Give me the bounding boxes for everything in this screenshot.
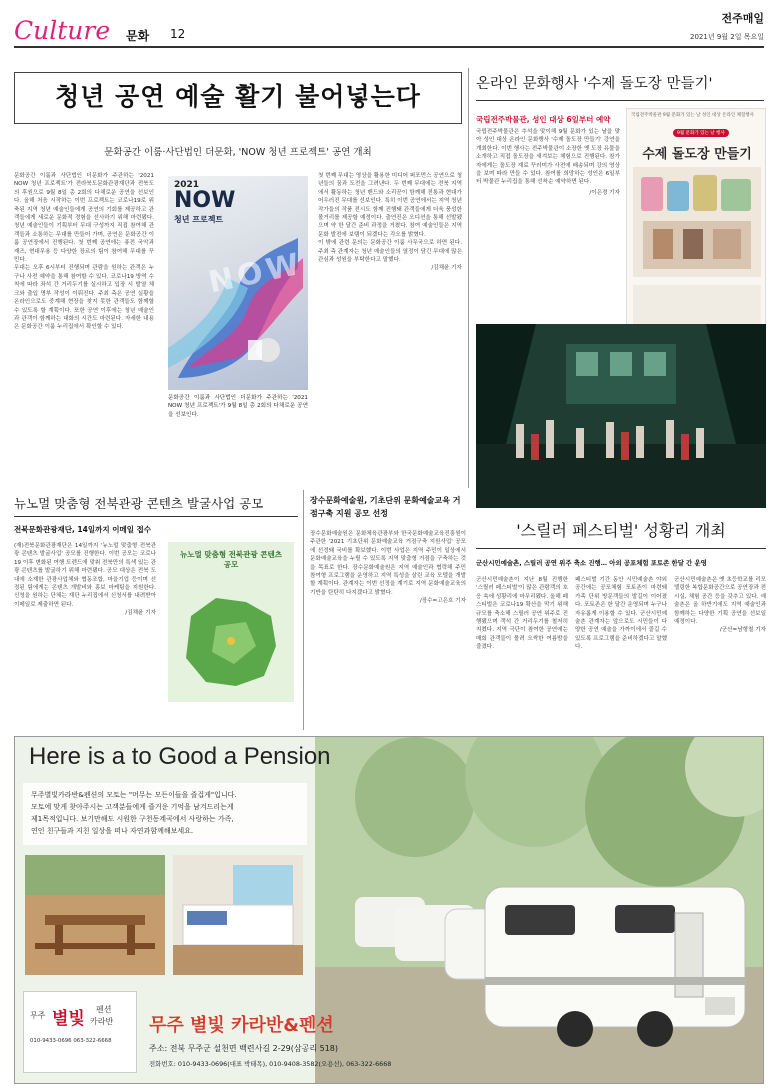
headline-underline (476, 100, 764, 101)
byline: /이은경 기자 (589, 189, 620, 196)
byline: /군산=남형철 기자 (719, 627, 766, 634)
vertical-rule-1 (468, 68, 469, 488)
logo-sub2: 카라반 (90, 1017, 114, 1026)
subhead: 군산시민예술촌, 스릴러 공연 위주 축소 진행… 아외 공포체험 포토존 한달 간 운영 (476, 559, 707, 567)
ad-name: 무주 별빛 카라반&펜션 (149, 1015, 334, 1036)
body: 국립전주박물관은 추석을 맞이해 9월 문화가 있는 날을 맞아 성인 대상 온라인 문화행사 '수제 돌도장 만들기' 강연을 개최한다. 이번 행사는 전주박물관이 소장한 옛 도장 유물을 소개하고 직접 돌도장을 새겨보는 체험으로 진행된다. 참가자에게는 돌도장 재료 꾸러미가 사전에 배송되며 강의 영상을 보며 따라 만들 수 있다. 참여를 희망하는 성인은 6일부터 박물관 누리집을 통해 선착순 예약하면 된다. /이은경 기자 (476, 129, 620, 196)
headline-underline (14, 516, 298, 517)
thriller-stage-photo (476, 324, 766, 508)
header-rule (14, 46, 764, 48)
subhead: 국립전주박물관, 성인 대상 6일부터 예약 (476, 115, 611, 124)
poster-top-text: 국립전주박물관 9월 문화가 있는 날 성인 대상 온라인 체험행사 (631, 113, 754, 118)
story-youth-performance (14, 72, 462, 482)
body: 장수문화예술원은 문화체육관광부와 한국문화예술교육진흥원이 주관한 '2021 기초단위 문화예술교육 거점구축 지원사업' 공모에 선정돼 국비를 확보했다. 이번 사업은 지역 주민이 일상에서 문화예술교육을 누릴 수 있도록 지역 맞춤형 거점을 구축하는 것을 목표로 한다. 장수문화예술원은 지역 예술인과 협력해 주민 참여형 프로그램을 운영하고 지역 특성을 살린 교육 모델을 개발할 계획이다. 관계자는 이번 선정을 계기로 지역 문화예술교육의 기반을 탄탄히 다지겠다고 밝혔다. /장수=고은호 기자 (310, 531, 466, 605)
headline-underline (476, 548, 766, 549)
logo-main: 별빛 (52, 1009, 85, 1029)
headline: 청년 공연 예술 활기 불어넣는다 (55, 82, 421, 111)
ad-text-line-1: 무주별빛카라반&펜션의 모토는 "머무는 모든이들을 즐겁게"입니다. (31, 791, 237, 799)
story-thriller-festival (476, 518, 766, 738)
ad-address: 주소: 전북 무주군 설천면 백련사길 2-29(삼공리 518) (149, 1044, 338, 1053)
now-project-poster (168, 176, 308, 390)
page-number: 12 (170, 27, 186, 41)
headline: 장수문화예술원, 기초단위 문화예술교육 거점구축 지원 공모 선정 (310, 496, 461, 518)
ad-title: Here is a to Good a Pension (29, 743, 331, 770)
paper-name: 전주매일 (721, 12, 764, 25)
ad-text-line-3: 제1목적입니다. 보기만해도 시원한 구천동계곡에서 사랑하는 가족, (31, 815, 234, 823)
body-col-2: 페스티벌 기간 동안 시민예술촌 야외 공간에는 공포체험 포토존이 마련돼 가족 단위 방문객들의 발길이 이어졌다. 포토존은 한 달간 운영되며 누구나 자유롭게 이용할 수 있다. 군산시민예술촌 관계자는 앞으로도 시민들이 다양한 공연 예술을 가까이에서 즐길 수 있도록 프로그램을 준비하겠다고 말했다. (575, 577, 667, 651)
subhead: 문화공간 이룸·사단법인 더문화, 'NOW 청년 프로젝트' 공연 개최 (104, 147, 372, 158)
section-title-ko: 문화 (126, 29, 150, 43)
jeonbuk-map (176, 586, 286, 696)
section-title-en: Culture (14, 16, 111, 45)
ad-photo-room (173, 855, 303, 975)
poster-subtitle: 청년 프로젝트 (174, 215, 224, 224)
story-jangsu-arts (310, 494, 466, 734)
logo-top: 무주 (30, 1011, 46, 1020)
ad-phone: 전화번호: 010-9433-0696(대표 박태목), 010-9408-3582(오용선), 063-322-6668 (149, 1060, 392, 1068)
logo-sub1: 펜션 (96, 1005, 112, 1014)
poster-title: 뉴노멀 맞춤형 전북관광 콘텐츠 공모 (179, 550, 283, 569)
headline: 뉴노멀 맞춤형 전북관광 콘텐츠 발굴사업 공모 (14, 496, 264, 511)
body-col-3: 군산시민예술촌은 옛 초등학교를 리모델링한 복합문화공간으로 공연장과 전시실, 체험 공간 등을 갖추고 있다. 예술촌은 올 하반기에도 지역 예술인과 함께하는 다양한 기획 공연을 선보일 예정이다. /군산=남형철 기자 (674, 577, 766, 634)
byline: /김채윤 기자 (431, 265, 462, 272)
body: (재)전북문화관광재단은 14일까지 '뉴노멀 맞춤형 전북관광 콘텐츠 발굴사업' 공모를 진행한다. 이번 공모는 코로나19 이후 변화된 여행 트렌드에 맞춰 전북만의 특색 있는 관광 콘텐츠를 발굴하기 위해 마련됐다. 공모 대상은 전북 도내에 소재한 관광사업체와 협동조합, 마을기업 등이며 선정된 팀에게는 콘텐츠 개발비와 홍보 마케팅을 지원한다. 신청을 원하는 단체는 재단 누리집에서 신청서를 내려받아 이메일로 제출하면 된다. /김채윤 기자 (14, 543, 156, 617)
ad-text-line-4: 연인 친구들과 지친 일상을 떠나 자연과함께해보세요. (31, 827, 194, 835)
poster-badge: 9월 문화가 있는 날 행사 (673, 129, 729, 137)
body-col-1: 문화공간 이룸과 사단법인 더문화가 주관하는 '2021 NOW 청년 프로젝트'가 전라북도문화관광재단과 전북도의 후원으로 9월 8일 총 2회의 다채로운 공연을 선보인다. 올해 처음 시작하는 이번 프로젝트는 코로나19로 위축된 지역 청년 예술인들에게 공연의 기회를 제공하고 관객들에게 새로운 문화적 경험을 선사하기 위해 마련됐다. 청년 예술인들이 기획부터 무대 구성까지 직접 참여해 관객들과 소통하는 무대를 만들어 가며, 공연은 문화공간 이룸 공연장에서 진행된다. 첫 번째 공연에는 퓨전 국악과 재즈, 현대무용 등 다양한 장르의 팀이 참여해 무대를 꾸민다. 무대는 오후 6시부터 진행되며 관람을 원하는 관객은 누구나 사전 예약을 통해 참여할 수 있다. 코로나19 방역 수칙에 따라 좌석 간 거리두기를 실시하고 입장 시 발열 체크와 출입 명부 작성이 이뤄진다. 주최 측은 공연 실황을 온라인으로도 중계해 현장을 찾지 못한 관객들도 함께할 수 있도록 할 계획이다. 또한 공연 이후에는 청년 예술인과 관객이 함께하는 대화의 시간도 마련된다. 자세한 내용은 문화공간 이룸 누리집에서 확인할 수 있다. (14, 173, 154, 331)
body-col-3: 첫 번째 무대는 영상을 활용한 미디어 퍼포먼스 공연으로 청년들의 꿈과 도전을 그려낸다. 두 번째 무대에는 전북 지역에서 활동하는 청년 밴드와 소리꾼이 함께해 전통과 현대가 어우러진 무대를 선보인다. 특히 이번 공연에서는 지역 청년 작가들의 작품 전시도 함께 진행돼 관객들에게 더욱 풍성한 볼거리를 제공할 예정이다. 출연진은 오디션을 통해 선발됐으며 약 한 달간 준비 과정을 거쳤다. 참여 예술인들은 지역 문화 발전에 보탬이 되겠다는 각오를 밝혔다. 이 밖에 관련 문의는 문화공간 이룸 사무국으로 하면 된다. 주최 측 관계자는 청년 예술인들의 열정이 담긴 무대에 많은 관심과 성원을 부탁한다고 말했다. /김채윤 기자 (318, 173, 462, 272)
tourism-poster (168, 542, 294, 702)
subhead: 전북문화관광재단, 14일까지 이메일 접수 (14, 525, 152, 534)
photo-caption: 문화공간 이룸과 사단법인 더문화가 주관하는 '2021 NOW 청년 프로젝트'가 9월 8일 총 2회의 다채로운 공연을 선보인다. (168, 395, 308, 418)
ad-photo-deck (25, 855, 165, 975)
stage-scene (476, 324, 766, 508)
story-tourism-contest (14, 494, 298, 744)
body-col-1: 군산시민예술촌이 지난 8월 진행한 '스릴러 페스티벌'이 많은 관람객의 호응 속에 성황리에 마무리됐다. 올해 페스티벌은 코로나19 확산을 막기 위해 규모를 축소해 스릴러 공연 위주로 진행됐으며 객석 간 거리두기를 철저히 지켰다. 지역 극단이 참여한 공연에는 매회 관객들이 몰려 오싹한 여름밤을 즐겼다. (476, 577, 568, 651)
headline-box (14, 72, 462, 124)
ad-text-line-2: 모토에 맞게 찾아주시는 고객분들에게 즐거운 기억을 남겨드리는게 (31, 803, 234, 811)
ad-intro-box (23, 783, 307, 845)
issue-date: 2021년 9월 2일 목요일 (690, 33, 764, 41)
byline: /장수=고은호 기자 (419, 598, 466, 605)
poster-title: NOW (174, 188, 236, 213)
stamp-photos (633, 167, 761, 277)
vertical-rule-2 (303, 490, 304, 730)
stone-seal-poster (626, 108, 766, 356)
poster-title: 수제 돌도장 만들기 (642, 147, 752, 162)
masthead (14, 12, 764, 50)
poster-big-text: NOW (205, 246, 307, 301)
poster-year: 2021 (174, 180, 200, 190)
headline: 온라인 문화행사 '수제 돌도장 만들기' (476, 76, 713, 92)
headline: '스릴러 페스티벌' 성황리 개최 (516, 521, 726, 540)
ad-logo (23, 991, 137, 1073)
byline: /김채윤 기자 (125, 610, 156, 617)
pension-advertisement (14, 736, 764, 1084)
logo-phone: 010-9433-0696 063-322-6668 (30, 1038, 112, 1044)
